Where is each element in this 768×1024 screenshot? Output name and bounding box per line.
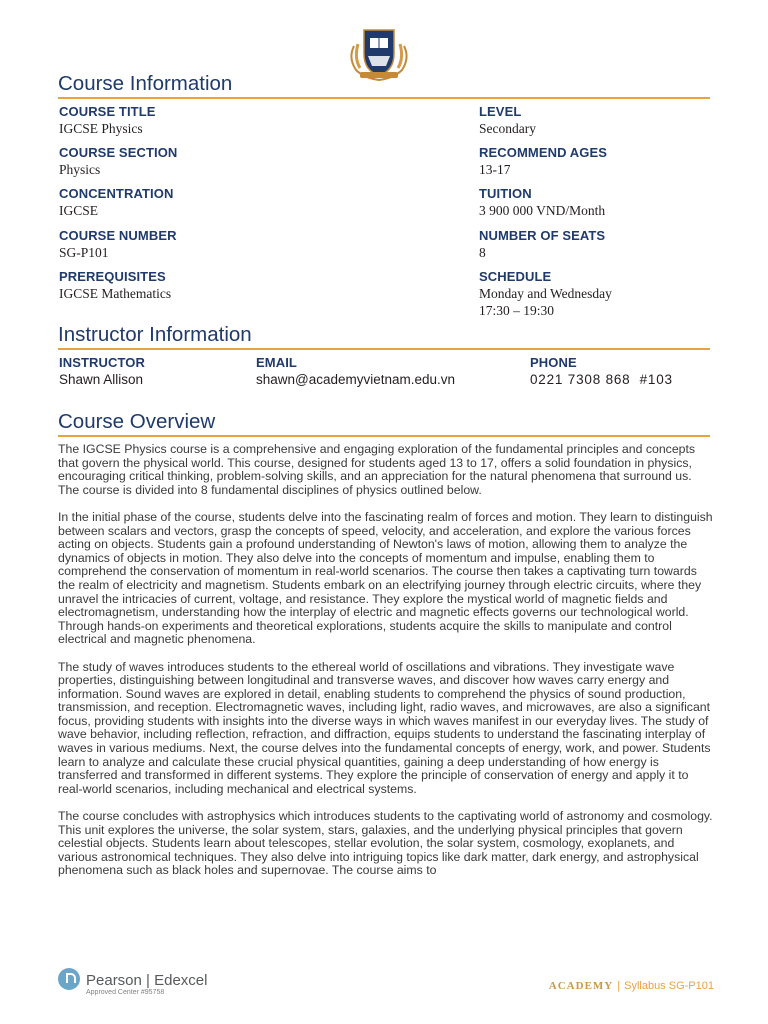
- course-overview-body: [58, 443, 716, 892]
- overview-paragraph-4: The course concludes with astrophysics which introduces students to the captivating world of astronomy and cosmology. This unit explores the universe, the solar system, stars, galaxies, and the underlying physical principles that govern celestial objects. Students learn about telescopes, stellar evolution, the solar system, cosmology, exoplanets, and various astronomical techniques. They also delve into intriguing topics like dark matter, dark energy, and astrophysical phenomena such as black holes and supernovae. The course aims to: [58, 809, 713, 878]
- email-label: EMAIL: [256, 355, 297, 370]
- course-section-value: Physics: [59, 162, 101, 177]
- number-of-seats-value: 8: [479, 245, 486, 260]
- tuition-field: [479, 186, 739, 219]
- phone-field: [530, 355, 720, 388]
- tuition-label: TUITION: [479, 186, 532, 201]
- schedule-label: SCHEDULE: [479, 269, 552, 284]
- schedule-days-value: Monday and Wednesday: [479, 286, 612, 301]
- concentration-field: [59, 186, 319, 219]
- prerequisites-value: IGCSE Mathematics: [59, 286, 172, 301]
- recommend-ages-field: [479, 145, 739, 178]
- course-number-label: COURSE NUMBER: [59, 228, 177, 243]
- course-number-value: SG-P101: [59, 245, 109, 260]
- syllabus-code: Syllabus SG-P101: [624, 980, 714, 992]
- course-title-label: COURSE TITLE: [59, 104, 156, 119]
- number-of-seats-field: [479, 228, 739, 261]
- instructor-label: INSTRUCTOR: [59, 355, 145, 370]
- course-overview-heading: Course Overview: [58, 412, 710, 437]
- concentration-value: IGCSE: [59, 203, 99, 218]
- footer-syllabus-label: [549, 980, 714, 992]
- instructor-field: [59, 355, 239, 388]
- course-number-field: [59, 228, 319, 261]
- email-value[interactable]: shawn@academyvietnam.edu.vn: [256, 372, 456, 387]
- overview-paragraph-1: The IGCSE Physics course is a comprehensive and engaging exploration of the fundamental principles and concepts that govern the physical world. This course, designed for students aged 13 to 17, offers a solid foundation in physics, encouraging critical thinking, problem-solving skills, and an appreciation for the natural phenomena that surround us. The course is divided into 8 fundamental disciplines of physics outlined below.: [58, 442, 696, 497]
- phone-label: PHONE: [530, 355, 577, 370]
- recommend-ages-label: RECOMMEND AGES: [479, 145, 608, 160]
- course-section-field: [59, 145, 319, 178]
- academy-wordmark: ACADEMY: [548, 980, 614, 992]
- number-of-seats-label: NUMBER OF SEATS: [479, 228, 606, 243]
- course-title-field: [59, 104, 319, 137]
- email-field: [256, 355, 516, 388]
- pearson-logo-icon: [58, 968, 80, 990]
- level-value: Secondary: [479, 121, 536, 136]
- overview-paragraph-3: The study of waves introduces students to the ethereal world of oscillations and vibrations. They investigate wave properties, distinguishing between longitudinal and transverse waves, and discover how waves carry energy and information. Sound waves are explored in detail, enabling students to comprehend the physics of sound production, transmission, and reception. Electromagnetic waves, including light, radio waves, and microwaves, are also a significant focus, providing students with insights into the diverse ways in which waves manifest in our everyday lives. The study of wave behavior, including reflection, refraction, and diffraction, equips students to understand the fascinating interplay of waves in various mediums. Next, the course delves into the fundamental concepts of energy, work, and power. Students learn to analyze and calculate these crucial physical quantities, gaining a deep understanding of how energy is transferred and transformed in different systems. They explore the principle of conservation of energy and apply it to real-world scenarios, including mechanical and electrical systems.: [58, 659, 711, 796]
- phone-value: 0221 7308 868 #103: [530, 372, 673, 387]
- course-section-label: COURSE SECTION: [59, 145, 178, 160]
- footer-separator: |: [617, 980, 621, 992]
- recommend-ages-value: 13-17: [479, 162, 511, 177]
- schedule-field: [479, 269, 739, 319]
- schedule-time-value: 17:30 – 19:30: [479, 303, 555, 318]
- tuition-value: 3 900 000 VND/Month: [479, 203, 606, 218]
- approved-center-text: Approved Center #95758: [86, 989, 165, 996]
- instructor-information-heading: Instructor Information: [58, 325, 710, 350]
- level-field: [479, 104, 739, 137]
- prerequisites-label: PREREQUISITES: [59, 269, 166, 284]
- overview-paragraph-2: In the initial phase of the course, students delve into the fascinating realm of forces and motion. They learn to distinguish between scalars and vectors, grasp the concepts of speed, velocity, and acceleration, and explore the various forces acting on objects. Students gain a profound understanding of Newton's laws of motion, allowing them to analyze the dynamics of objects in motion. They also delve into the concepts of momentum and impulse, enabling them to comprehend the conservation of momentum in real-world scenarios. The course then takes a captivating turn towards the realm of electricity and magnetism. Students embark on an electrifying journey through electric circuits, where they unravel the intricacies of current, voltage, and resistance. They explore the mystical world of magnetic fields and electromagnetism, understanding how the interplay of electric and magnetic effects governs our technological world. Through hands-on experiments and theoretical explorations, students acquire the skills to manipulate and control electrical and magnetic phenomena.: [58, 509, 713, 647]
- course-information-heading: Course Information: [58, 74, 710, 99]
- course-title-value: IGCSE Physics: [59, 121, 143, 136]
- instructor-name-value: Shawn Allison: [59, 372, 144, 387]
- prerequisites-field: [59, 269, 319, 302]
- level-label: LEVEL: [479, 104, 522, 119]
- concentration-label: CONCENTRATION: [59, 186, 174, 201]
- pearson-edexcel-text: Pearson | Edexcel: [86, 972, 208, 989]
- pearson-edexcel-badge: [58, 968, 218, 1004]
